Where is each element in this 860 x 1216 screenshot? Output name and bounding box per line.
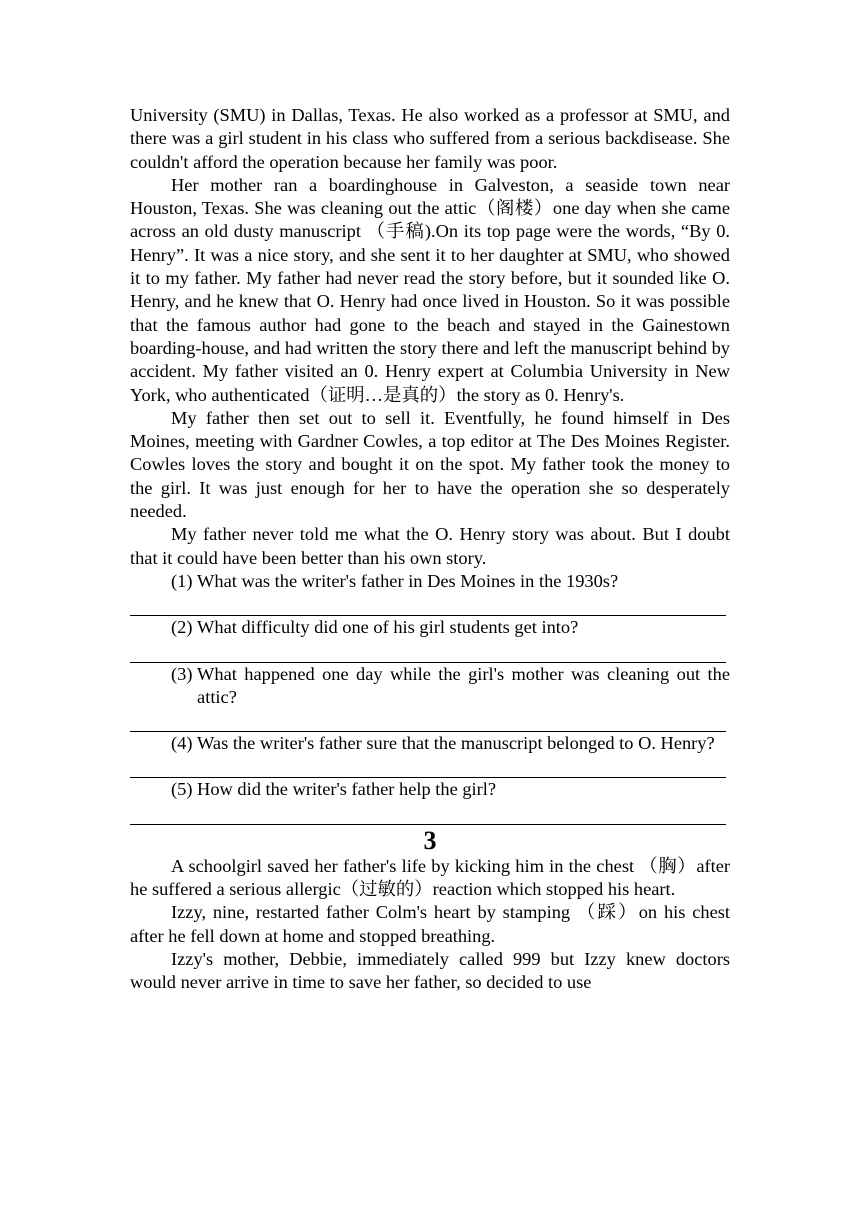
question-text: How did the writer's father help the girl? xyxy=(197,779,497,800)
paragraph: University (SMU) in Dallas, Texas. He also worked as a professor at SMU, and there was a girl student in his class who suffered from a serious backdisease. She couldn't afford the operation because her family was poor. xyxy=(130,105,730,172)
paragraph: My father never told me what the O. Henry story was about. But I doubt that it could have been better than his own story. xyxy=(130,524,730,568)
question-text: Was the writer's father sure that the manuscript belonged to O. Henry? xyxy=(197,733,715,754)
question-1 xyxy=(130,570,730,593)
question-number: (5) xyxy=(171,779,198,800)
document-page xyxy=(130,104,730,995)
question-number: (4) xyxy=(171,733,198,754)
question-5 xyxy=(130,778,730,801)
question-4 xyxy=(130,732,730,755)
question-3 xyxy=(130,663,730,710)
answer-line[interactable] xyxy=(130,709,726,732)
paragraph: Izzy, nine, restarted father Colm's heart by stamping （踩）on his chest after he fell down at home and stopped breathing. xyxy=(130,902,730,946)
question-2 xyxy=(130,616,730,639)
answer-line[interactable] xyxy=(130,593,726,616)
question-number: (3) xyxy=(171,663,198,684)
paragraph: Her mother ran a boardinghouse in Galveston, a seaside town near Houston, Texas. She was cleaning out the attic（阁楼）one day when she came across an old dusty manuscript （手稿).On its top page were the words, “By 0. Henry”. It was a nice story, and she sent it to her daughter at SMU, who showed it to my father. My father had never read the story before, but it sounded like O. Henry, and he knew that O. Henry had once lived in Houston. So it was possible that the famous author had gone to the beach and stayed in the Gainestown boarding-house, and had written the story there and left the manuscript behind by accident. My father visited an 0. Henry expert at Columbia University in New York, who authenticated（证明…是真的）the story as 0. Henry's. xyxy=(130,174,730,405)
answer-line[interactable] xyxy=(130,802,726,825)
answer-line[interactable] xyxy=(130,755,726,778)
section-heading: 3 xyxy=(423,825,437,855)
question-number: (1) xyxy=(171,570,198,591)
paragraph: My father then set out to sell it. Eventfully, he found himself in Des Moines, meeting with Gardner Cowles, a top editor at The Des Moines Register. Cowles loves the story and bought it on the spot. My father took the money to the girl. It was just enough for her to have the operation she so desperately needed. xyxy=(130,407,730,522)
question-text: What was the writer's father in Des Moines in the 1930s? xyxy=(197,570,619,591)
paragraph: A schoolgirl saved her father's life by kicking him in the chest （胸）after he suffered a serious allergic（过敏的）reaction which stopped his heart. xyxy=(130,855,730,900)
question-text: What happened one day while the girl's mother was cleaning out the attic? xyxy=(197,663,730,707)
paragraph: Izzy's mother, Debbie, immediately called 999 but Izzy knew doctors would never arrive in time to save her father, so decided to use xyxy=(130,948,730,993)
answer-line[interactable] xyxy=(130,640,726,663)
question-text: What difficulty did one of his girl students get into? xyxy=(197,617,579,638)
question-number: (2) xyxy=(171,617,198,638)
